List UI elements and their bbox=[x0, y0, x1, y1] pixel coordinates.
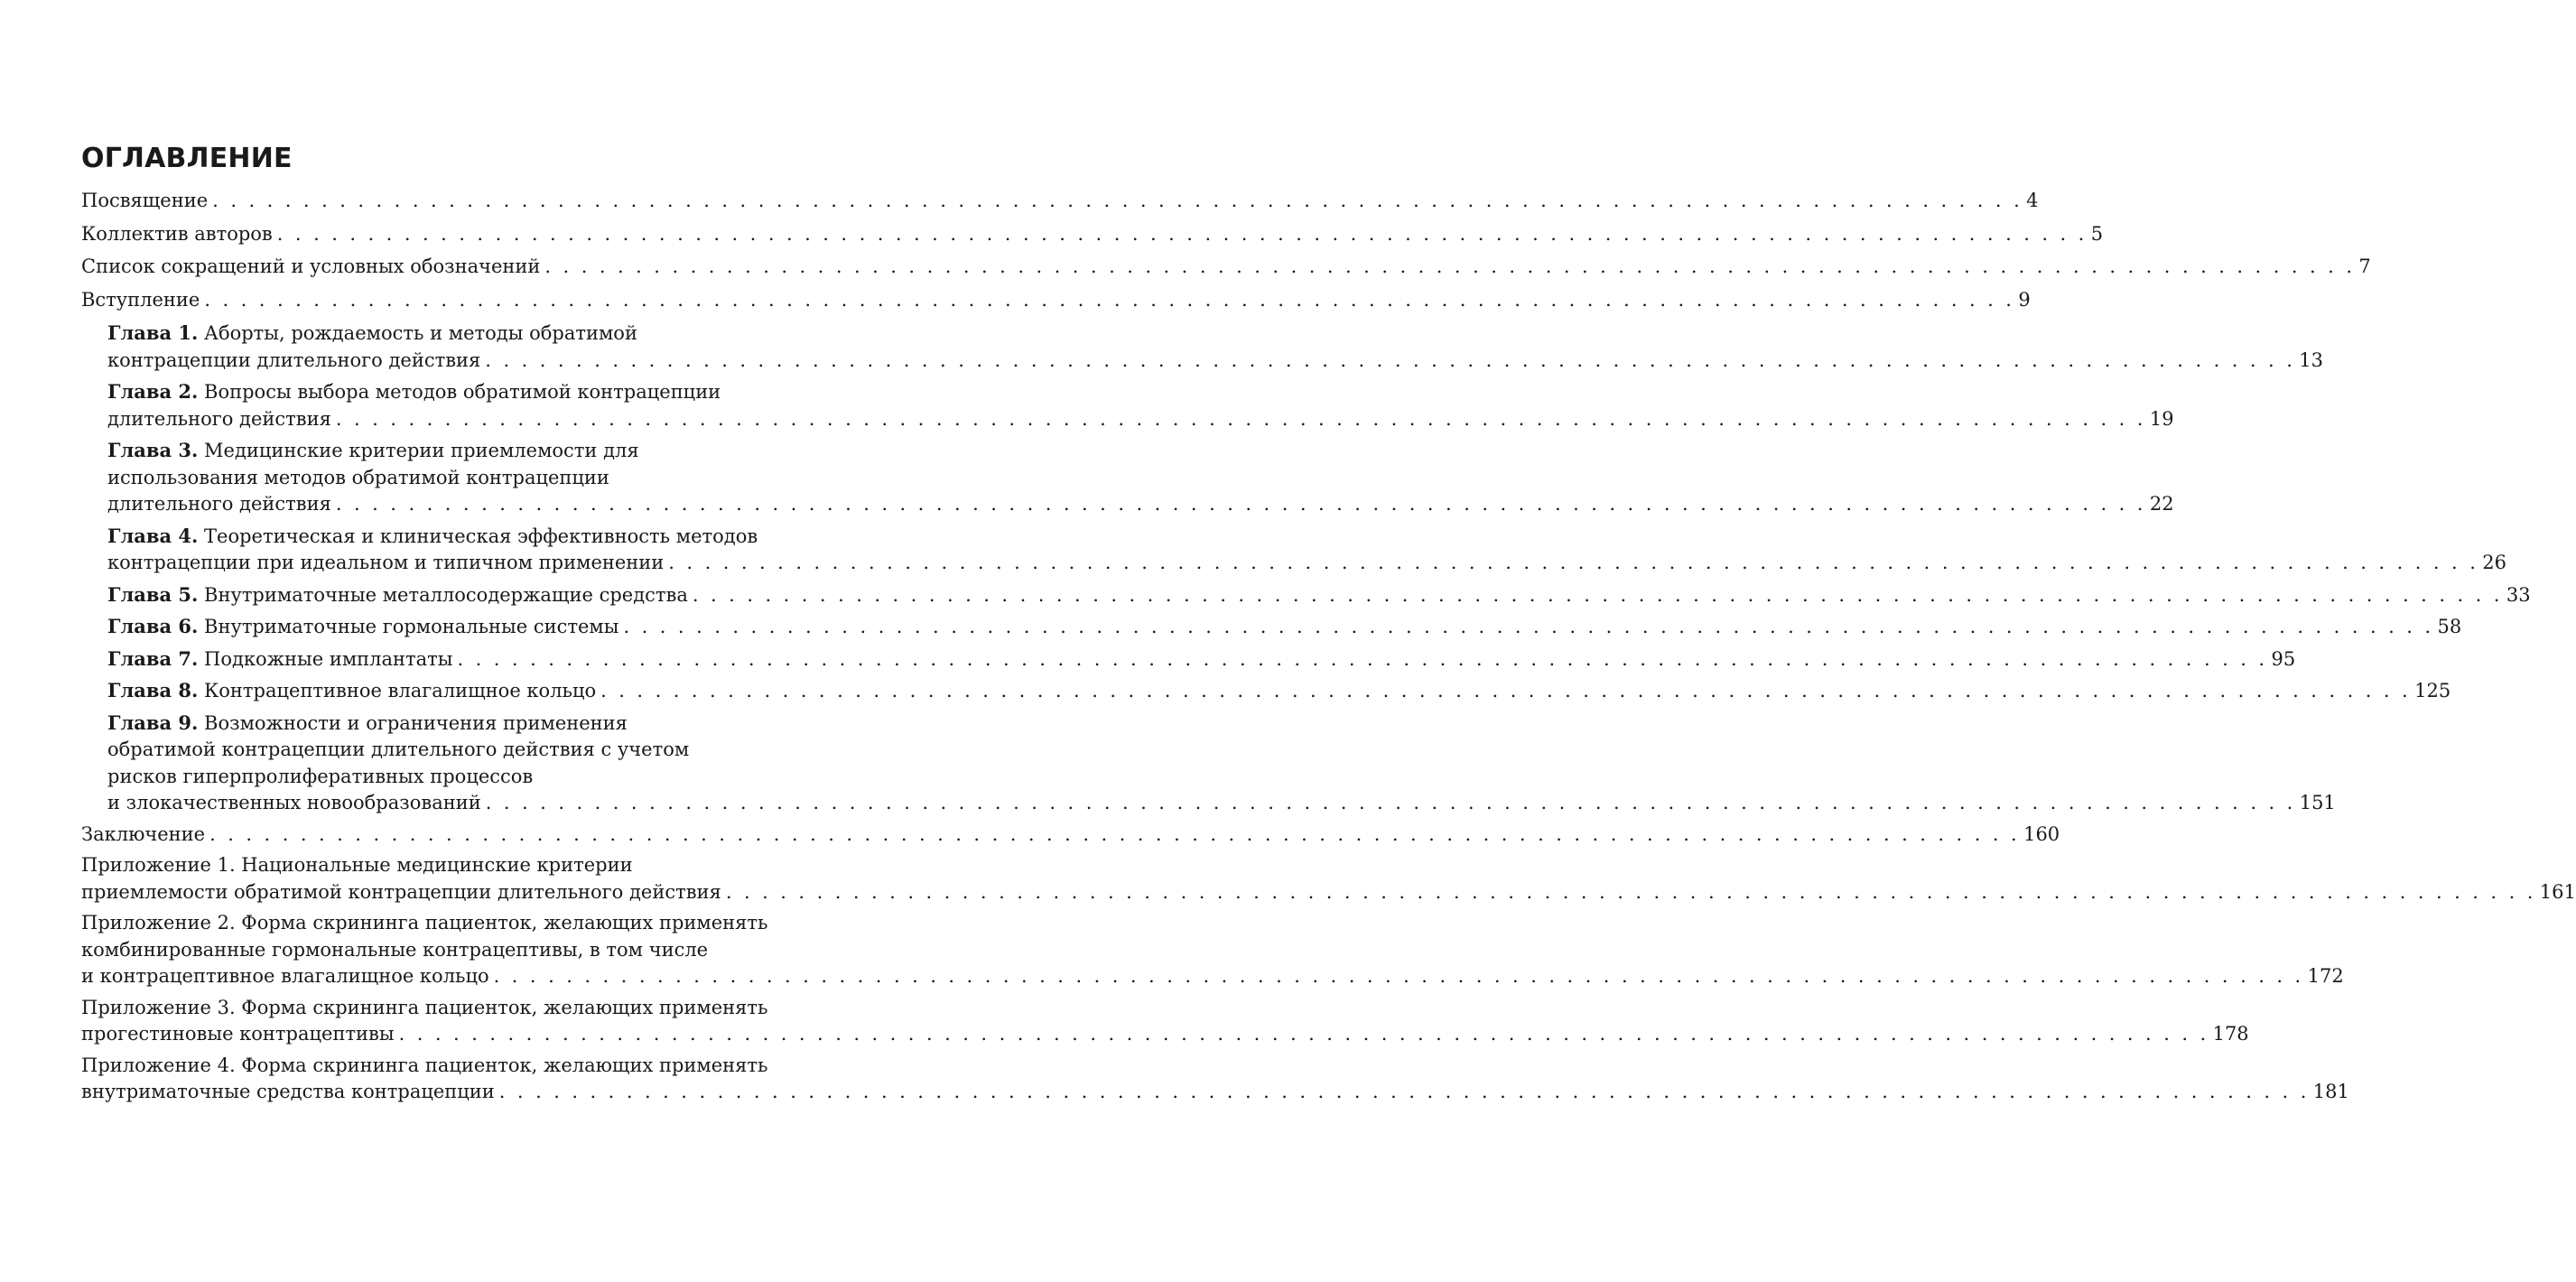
dot-leader: . . . . . . . . . . . . . . . . . . . . . . . . . . . . . . . . . . . . . . . . . . . . . . . . . . . . . . . . . . . . . . . . . . . . . . . . . . . . . . . . . . . . . . . . . . . . . . . . . . . . bbox=[544, 255, 2356, 277]
entry-text: использования методов обратимой контрацепции bbox=[107, 466, 609, 488]
page-number: 19 bbox=[2149, 407, 2174, 430]
entry-text: внутриматочные средства контрацепции bbox=[81, 1081, 495, 1102]
page-number: 161 bbox=[2539, 880, 2576, 903]
dot-leader: . . . . . . . . . . . . . . . . . . . . . . . . . . . . . . . . . . . . . . . . . . . . . . . . . . . . . . . . . . . . . . . . . . . . . . . . . . . . . . . . . . . . . . . . . . . . . . . . . . . . bbox=[335, 407, 2146, 430]
toc-entry-chapter-5[interactable] bbox=[81, 581, 2531, 609]
chapter-label: Глава 9. bbox=[107, 711, 199, 734]
entry-text: Приложение 4. Форма скрининга пациенток, желающих применять bbox=[81, 1054, 768, 1076]
toc-entry-chapter-1[interactable] bbox=[81, 320, 2324, 374]
toc-entry-chapter-6[interactable] bbox=[81, 613, 2462, 641]
page-title: ОГЛАВЛЕНИЕ bbox=[81, 143, 293, 174]
entry-text: контрацепции длительного действия bbox=[107, 348, 481, 371]
chapter-label: Глава 6. bbox=[107, 615, 199, 637]
entry-text: Внутриматочные гормональные системы bbox=[198, 616, 619, 637]
chapter-label: Глава 1. bbox=[107, 321, 199, 344]
toc-entry-appendix-1[interactable] bbox=[81, 852, 2576, 906]
entry-text: Аборты, рождаемость и методы обратимой bbox=[198, 322, 637, 344]
chapter-label: Глава 7. bbox=[107, 646, 199, 670]
toc-entry-chapter-2[interactable] bbox=[81, 378, 2174, 432]
entry-text: Приложение 3. Форма скрининга пациенток, желающих применять bbox=[81, 996, 768, 1018]
page-number: 172 bbox=[2307, 965, 2344, 987]
entry-text: Возможности и ограничения применения bbox=[198, 711, 628, 734]
toc-entry-authors[interactable] bbox=[81, 221, 2104, 248]
page-number: 9 bbox=[2018, 288, 2031, 311]
dot-leader: . . . . . . . . . . . . . . . . . . . . . . . . . . . . . . . . . . . . . . . . . . . . . . . . . . . . . . . . . . . . . . . . . . . . . . . . . . . . . . . . . . . . . . . . . . . . . . . . . . . . bbox=[692, 583, 2503, 606]
dot-leader: . . . . . . . . . . . . . . . . . . . . . . . . . . . . . . . . . . . . . . . . . . . . . . . . . . . . . . . . . . . . . . . . . . . . . . . . . . . . . . . . . . . . . . . . . . . . . . . . . . . . bbox=[725, 880, 2536, 903]
toc-entry-appendix-3[interactable] bbox=[81, 995, 2249, 1048]
entry-text: приемлемости обратимой контрацепции длительного действия bbox=[81, 880, 721, 903]
entry-text: Приложение 2. Форма скрининга пациенток, желающих применять bbox=[81, 912, 768, 934]
chapter-label: Глава 5. bbox=[107, 582, 199, 606]
entry-text: и контрацептивное влагалищное кольцо bbox=[81, 965, 489, 987]
toc-entry-chapter-7[interactable] bbox=[81, 646, 2296, 674]
page-number: 5 bbox=[2090, 222, 2104, 245]
dot-leader: . . . . . . . . . . . . . . . . . . . . . . . . . . . . . . . . . . . . . . . . . . . . . . . . . . . . . . . . . . . . . . . . . . . . . . . . . . . . . . . . . . . . . . . . . . . . . . . . . . . . bbox=[335, 493, 2146, 515]
dot-leader: . . . . . . . . . . . . . . . . . . . . . . . . . . . . . . . . . . . . . . . . . . . . . . . . . . . . . . . . . . . . . . . . . . . . . . . . . . . . . . . . . . . . . . . . . . . . . . . . . . . . bbox=[209, 822, 2021, 845]
toc-entry-chapter-4[interactable] bbox=[81, 523, 2506, 577]
dot-leader: . . . . . . . . . . . . . . . . . . . . . . . . . . . . . . . . . . . . . . . . . . . . . . . . . . . . . . . . . . . . . . . . . . . . . . . . . . . . . . . . . . . . . . . . . . . . . . . . . . . . bbox=[457, 647, 2268, 670]
entry-text: и злокачественных новообразований bbox=[107, 792, 481, 813]
page-number: 7 bbox=[2358, 255, 2371, 277]
toc-entry-chapter-3[interactable] bbox=[81, 437, 2174, 518]
toc-entry-appendix-4[interactable] bbox=[81, 1053, 2349, 1106]
dot-leader: . . . . . . . . . . . . . . . . . . . . . . . . . . . . . . . . . . . . . . . . . . . . . . . . . . . . . . . . . . . . . . . . . . . . . . . . . . . . . . . . . . . . . . . . . . . . . . . . . . . . bbox=[623, 616, 2434, 637]
chapter-label: Глава 2. bbox=[107, 380, 199, 403]
chapter-label: Глава 8. bbox=[107, 679, 199, 701]
entry-text: Список сокращений и условных обозначений bbox=[81, 255, 541, 277]
dot-leader: . . . . . . . . . . . . . . . . . . . . . . . . . . . . . . . . . . . . . . . . . . . . . . . . . . . . . . . . . . . . . . . . . . . . . . . . . . . . . . . . . . . . . . . . . . . . . . . . . . . . bbox=[600, 680, 2412, 701]
entry-text: Заключение bbox=[81, 822, 206, 845]
entry-text: прогестиновые контрацептивы bbox=[81, 1023, 395, 1045]
entry-text: длительного действия bbox=[107, 407, 331, 430]
page-number: 151 bbox=[2299, 792, 2336, 813]
entry-text: Приложение 1. Национальные медицинские критерии bbox=[81, 854, 633, 876]
page-number: 33 bbox=[2506, 583, 2531, 606]
toc-entry-chapter-8[interactable] bbox=[81, 677, 2451, 705]
page-number: 181 bbox=[2312, 1081, 2349, 1102]
table-of-contents bbox=[81, 188, 2576, 1106]
page-number: 4 bbox=[2026, 190, 2039, 211]
toc-entry-chapter-9[interactable] bbox=[81, 710, 2336, 817]
toc-entry-appendix-2[interactable] bbox=[81, 910, 2344, 990]
page-number: 13 bbox=[2299, 348, 2324, 371]
dot-leader: . . . . . . . . . . . . . . . . . . . . . . . . . . . . . . . . . . . . . . . . . . . . . . . . . . . . . . . . . . . . . . . . . . . . . . . . . . . . . . . . . . . . . . . . . . . . . . . . . . . . bbox=[498, 1081, 2310, 1102]
page-number: 22 bbox=[2149, 493, 2174, 515]
entry-text: Внутриматочные металлосодержащие средства bbox=[198, 583, 688, 606]
entry-text: Контрацептивное влагалищное кольцо bbox=[198, 680, 597, 701]
toc-entry-introduction[interactable] bbox=[81, 287, 2031, 314]
entry-text: Теоретическая и клиническая эффективность методов bbox=[198, 525, 758, 547]
toc-entry-conclusion[interactable] bbox=[81, 822, 2060, 849]
chapter-label: Глава 4. bbox=[107, 524, 199, 547]
entry-text: Подкожные имплантаты bbox=[198, 647, 453, 670]
dot-leader: . . . . . . . . . . . . . . . . . . . . . . . . . . . . . . . . . . . . . . . . . . . . . . . . . . . . . . . . . . . . . . . . . . . . . . . . . . . . . . . . . . . . . . . . . . . . . . . . . . . . bbox=[668, 552, 2479, 573]
entry-text: Вступление bbox=[81, 288, 200, 311]
toc-entry-abbreviations[interactable] bbox=[81, 254, 2371, 281]
dot-leader: . . . . . . . . . . . . . . . . . . . . . . . . . . . . . . . . . . . . . . . . . . . . . . . . . . . . . . . . . . . . . . . . . . . . . . . . . . . . . . . . . . . . . . . . . . . . . . . . . . . . bbox=[398, 1023, 2209, 1045]
page-number: 125 bbox=[2414, 680, 2451, 701]
chapter-label: Глава 3. bbox=[107, 439, 199, 461]
entry-text: обратимой контрацепции длительного действия с учетом bbox=[107, 739, 690, 760]
entry-text: Посвящение bbox=[81, 190, 209, 211]
page-number: 178 bbox=[2212, 1023, 2249, 1045]
dot-leader: . . . . . . . . . . . . . . . . . . . . . . . . . . . . . . . . . . . . . . . . . . . . . . . . . . . . . . . . . . . . . . . . . . . . . . . . . . . . . . . . . . . . . . . . . . . . . . . . . . . . bbox=[212, 190, 2023, 211]
page-number: 95 bbox=[2271, 647, 2296, 670]
dot-leader: . . . . . . . . . . . . . . . . . . . . . . . . . . . . . . . . . . . . . . . . . . . . . . . . . . . . . . . . . . . . . . . . . . . . . . . . . . . . . . . . . . . . . . . . . . . . . . . . . . . . bbox=[485, 792, 2296, 813]
dot-leader: . . . . . . . . . . . . . . . . . . . . . . . . . . . . . . . . . . . . . . . . . . . . . . . . . . . . . . . . . . . . . . . . . . . . . . . . . . . . . . . . . . . . . . . . . . . . . . . . . . . . bbox=[204, 288, 2015, 311]
dot-leader: . . . . . . . . . . . . . . . . . . . . . . . . . . . . . . . . . . . . . . . . . . . . . . . . . . . . . . . . . . . . . . . . . . . . . . . . . . . . . . . . . . . . . . . . . . . . . . . . . . . . bbox=[493, 965, 2304, 987]
entry-text: длительного действия bbox=[107, 493, 331, 515]
entry-text: Медицинские критерии приемлемости для bbox=[198, 440, 639, 461]
page-number: 26 bbox=[2482, 552, 2506, 573]
dot-leader: . . . . . . . . . . . . . . . . . . . . . . . . . . . . . . . . . . . . . . . . . . . . . . . . . . . . . . . . . . . . . . . . . . . . . . . . . . . . . . . . . . . . . . . . . . . . . . . . . . . . bbox=[485, 348, 2296, 371]
toc-entry-dedication[interactable] bbox=[81, 188, 2039, 215]
entry-text: рисков гиперпролиферативных процессов bbox=[107, 765, 534, 787]
entry-text: Вопросы выбора методов обратимой контрацепции bbox=[198, 381, 721, 403]
dot-leader: . . . . . . . . . . . . . . . . . . . . . . . . . . . . . . . . . . . . . . . . . . . . . . . . . . . . . . . . . . . . . . . . . . . . . . . . . . . . . . . . . . . . . . . . . . . . . . . . . . . . bbox=[276, 222, 2088, 245]
entry-text: контрацепции при идеальном и типичном применении bbox=[107, 552, 665, 573]
page-number: 58 bbox=[2437, 616, 2462, 637]
entry-text: Коллектив авторов bbox=[81, 222, 273, 245]
page-number: 160 bbox=[2023, 822, 2060, 845]
entry-text: комбинированные гормональные контрацептивы, в том числе bbox=[81, 938, 709, 961]
